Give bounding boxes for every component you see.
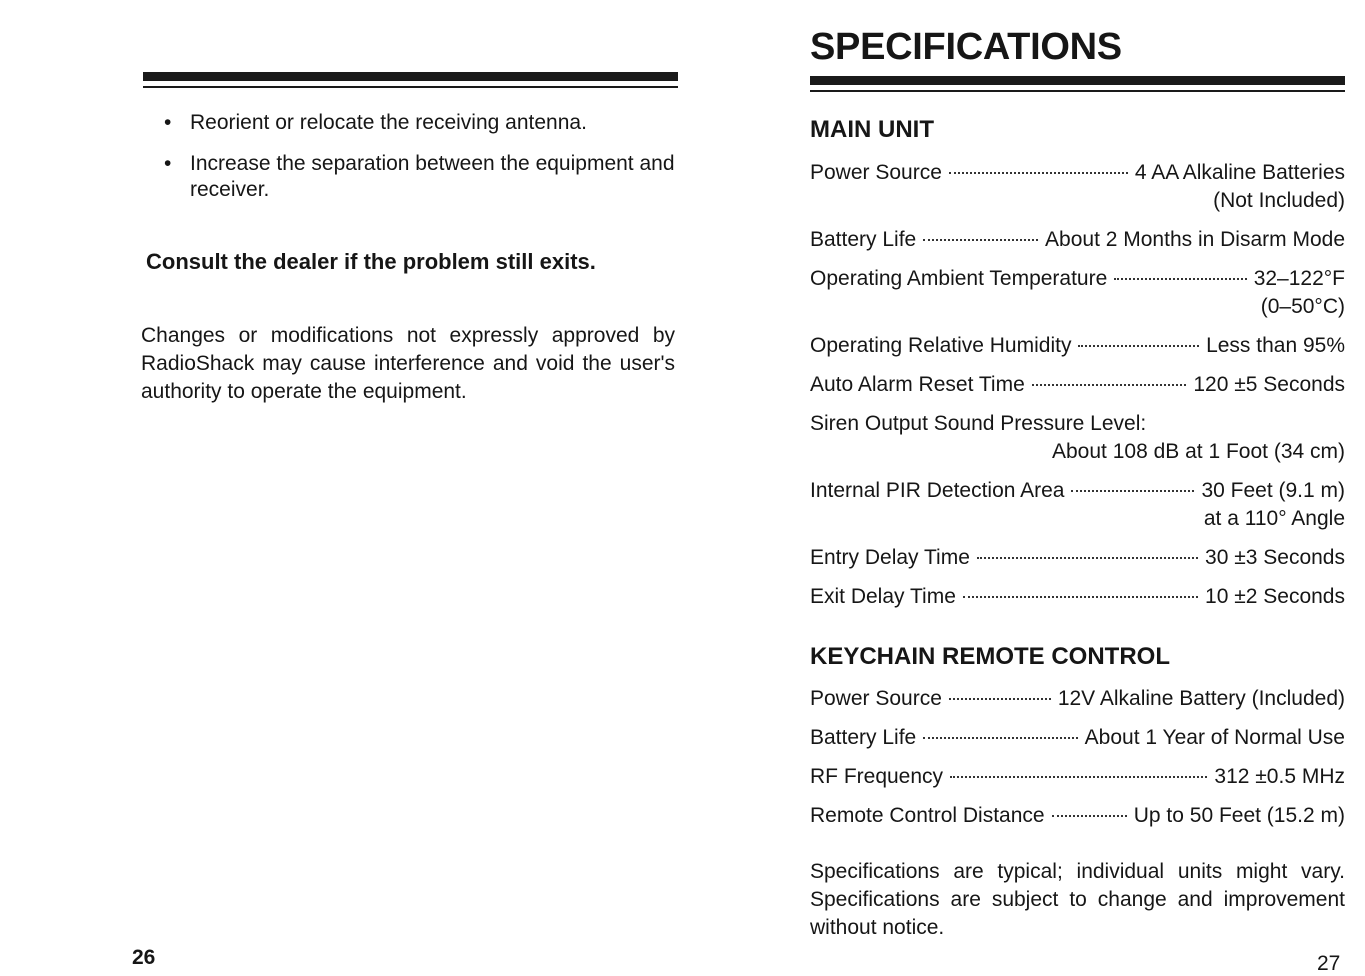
spec-power-source — [810, 159, 1345, 215]
leader-dots — [1052, 815, 1127, 817]
spec-value-cont: (Not Included) — [1213, 189, 1345, 212]
spec-value: 12V Alkaline Battery (Included) — [1057, 687, 1345, 710]
spec-value: Less than 95% — [1206, 334, 1345, 357]
bullet-icon: • — [164, 152, 172, 175]
spec-exit-delay — [810, 583, 1345, 611]
right-page — [690, 0, 1365, 975]
spec-label: Entry Delay Time — [810, 546, 970, 569]
spec-value-cont: (0–50°C) — [1260, 295, 1345, 318]
leader-dots — [950, 776, 1207, 778]
leader-dots — [949, 172, 1128, 174]
spec-ambient-temperature — [810, 265, 1345, 321]
page-title: SPECIFICATIONS — [810, 26, 1122, 68]
leader-dots — [949, 698, 1051, 700]
consult-heading: Consult the dealer if the problem still exits. — [146, 249, 596, 274]
top-rule-thin — [143, 86, 678, 88]
page-number-left: 26 — [132, 946, 156, 969]
page-number-right: 27 — [1317, 952, 1341, 975]
bullet-text: Increase the separation between the equipment and receiver. — [190, 152, 675, 201]
leader-dots — [963, 596, 1198, 598]
specifications-footnote: Specifications are typical; individual units might vary. Specifications are subject to change and improvement without notice. — [810, 860, 1345, 939]
spec-value: About 2 Months in Disarm Mode — [1045, 228, 1345, 251]
spec-label: Power Source — [810, 161, 942, 184]
spec-value: About 1 Year of Normal Use — [1084, 726, 1345, 749]
main-unit-heading: MAIN UNIT — [810, 116, 934, 143]
spec-value: 4 AA Alkaline Batteries — [1134, 161, 1345, 184]
spec-alarm-reset-time — [810, 371, 1345, 399]
spec-remote-battery-life — [810, 724, 1345, 752]
spec-entry-delay — [810, 544, 1345, 572]
spec-value: Up to 50 Feet (15.2 m) — [1133, 804, 1345, 827]
spec-label: Internal PIR Detection Area — [810, 479, 1065, 502]
spec-siren-output — [810, 410, 1345, 466]
spec-label: Auto Alarm Reset Time — [810, 373, 1025, 396]
spec-value: 30 ±3 Seconds — [1205, 546, 1345, 569]
leader-dots — [977, 557, 1198, 559]
spec-label: Operating Ambient Temperature — [810, 267, 1108, 290]
spec-remote-power-source — [810, 685, 1345, 713]
keychain-specs — [810, 685, 1345, 830]
bullet-item — [164, 110, 684, 136]
spec-value: 120 ±5 Seconds — [1193, 373, 1345, 396]
leader-dots — [1114, 278, 1246, 280]
top-rule-thick — [143, 72, 678, 81]
bullet-icon: • — [164, 111, 172, 134]
spec-label: Power Source — [810, 687, 942, 710]
spec-value: 32–122°F — [1253, 267, 1345, 290]
leader-dots — [1078, 345, 1199, 347]
modification-notice: Changes or modifications not expressly approved by RadioShack may cause interference and void the user's authority to operate the equipment. — [141, 324, 675, 403]
spec-value-cont: About 108 dB at 1 Foot (34 cm) — [1052, 440, 1345, 463]
spec-label: Battery Life — [810, 726, 917, 749]
spec-label: Siren Output Sound Pressure Level: — [810, 412, 1147, 435]
spec-label: Remote Control Distance — [810, 804, 1045, 827]
bullet-list — [164, 110, 684, 218]
leader-dots — [1032, 384, 1187, 386]
bullet-item — [164, 151, 684, 203]
spec-label: Exit Delay Time — [810, 585, 956, 608]
keychain-heading: KEYCHAIN REMOTE CONTROL — [810, 643, 1170, 670]
spec-value: 312 ±0.5 MHz — [1214, 765, 1345, 788]
main-unit-specs — [810, 159, 1345, 611]
spec-value: 10 ±2 Seconds — [1205, 585, 1345, 608]
spec-remote-distance — [810, 802, 1345, 830]
spec-pir-detection-area — [810, 477, 1345, 533]
spec-label: Battery Life — [810, 228, 917, 251]
spec-value: 30 Feet (9.1 m) — [1201, 479, 1345, 502]
leader-dots — [1071, 490, 1194, 492]
leader-dots — [923, 239, 1038, 241]
spec-relative-humidity — [810, 332, 1345, 360]
spec-rf-frequency — [810, 763, 1345, 791]
spec-label: Operating Relative Humidity — [810, 334, 1072, 357]
title-rule-thick — [810, 76, 1345, 85]
spec-value-cont: at a 110° Angle — [1203, 507, 1345, 530]
leader-dots — [923, 737, 1077, 739]
bullet-text: Reorient or relocate the receiving antenna. — [190, 111, 587, 134]
title-rule-thin — [810, 90, 1345, 92]
spec-label: RF Frequency — [810, 765, 944, 788]
spec-battery-life — [810, 226, 1345, 254]
